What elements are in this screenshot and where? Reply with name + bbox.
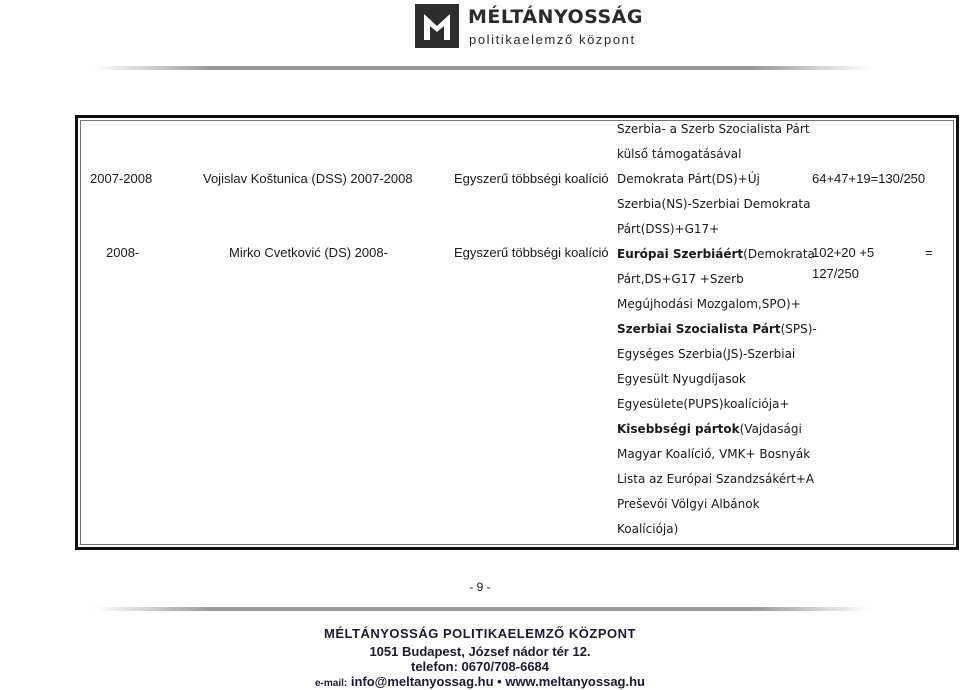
- party-line: Egyesülete(PUPS)koalíciója+: [617, 397, 790, 411]
- footer-contact: [0, 674, 960, 689]
- party-line: Egységes Szerbia(JS)-Szerbiai: [617, 347, 796, 361]
- row1-prime-minister: Vojislav Koštunica (DSS) 2007-2008: [203, 171, 413, 186]
- footer-org-name: MÉLTÁNYOSSÁG POLITIKAELEMZŐ KÖZPONT: [324, 626, 636, 641]
- party-line: Szerbia(NS)-Szerbiai Demokrata: [617, 197, 811, 211]
- footer-phone: telefon: 0670/708-6684: [410, 659, 550, 674]
- party-line: Szerbia- a Szerb Szocialista Párt: [617, 122, 810, 136]
- party-line: Párt,DS+G17 +Szerb: [617, 272, 744, 286]
- party-line: Lista az Európai Szandzsákért+A: [617, 472, 815, 486]
- row2-seats-equals: =: [925, 245, 933, 260]
- party-line: Preševói Völgyi Albánok: [617, 497, 760, 511]
- footer-address: 1051 Budapest, József nádor tér 12.: [369, 644, 591, 659]
- party-line: Egyesült Nyugdíjasok: [617, 372, 746, 386]
- row1-coalition-type: Egyszerű többségi koalíció: [454, 171, 609, 186]
- logo: [415, 4, 643, 50]
- party-line: Koalíciója): [617, 522, 679, 536]
- row1-period: 2007-2008: [90, 171, 153, 186]
- footer-contact-links[interactable]: info@meltanyossag.hu • www.meltanyossag.hu: [350, 674, 645, 689]
- party-line: Európai Szerbiáért(Demokrata: [617, 247, 815, 261]
- party-line: Megújhodási Mozgalom,SPO)+: [617, 297, 801, 311]
- row1-seats: 64+47+19=130/250: [812, 171, 926, 186]
- footer-email-label: e-mail:: [315, 678, 348, 689]
- row2-prime-minister: Mirko Cvetković (DS) 2008-: [229, 245, 388, 260]
- party-line: Kisebbségi pártok(Vajdasági: [617, 422, 802, 436]
- row2-seats-line2: 127/250: [812, 266, 859, 281]
- footer-divider: [95, 607, 870, 611]
- party-line: Demokrata Párt(DS)+Új: [617, 172, 760, 186]
- row2-coalition-type: Egyszerű többségi koalíció: [454, 245, 609, 260]
- logo-subtitle: politikaelemző központ: [469, 32, 636, 47]
- logo-title: MÉLTÁNYOSSÁG: [468, 6, 643, 28]
- row2-period: 2008-: [106, 245, 140, 260]
- header-divider: [95, 66, 870, 70]
- party-line: Párt(DSS)+G17+: [617, 222, 720, 236]
- party-line: Magyar Koalíció, VMK+ Bosnyák: [617, 447, 811, 461]
- page-number: - 9 -: [469, 580, 491, 594]
- row2-seats-line1: 102+20 +5: [812, 245, 875, 260]
- party-line: Szerbiai Szocialista Párt(SPS)-: [617, 322, 817, 336]
- party-line: külső támogatásával: [617, 147, 742, 161]
- logo-mark-icon: [415, 4, 459, 48]
